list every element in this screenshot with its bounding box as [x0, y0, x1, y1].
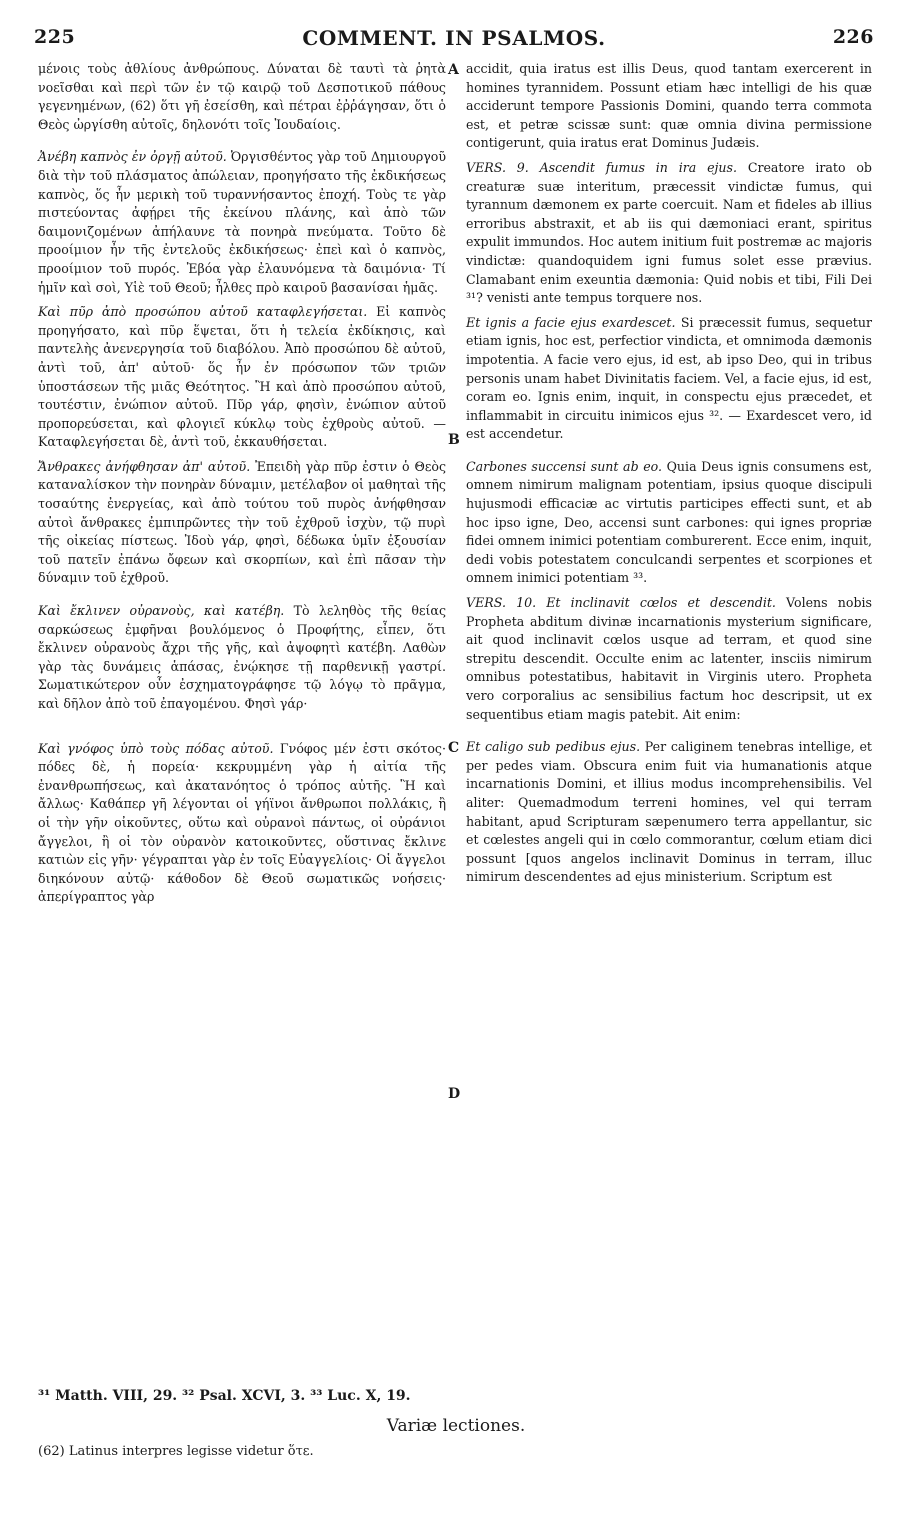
- latin-text: Quia Deus ignis consumens est, omnem nimirum malignam potentiam, ipsius quoque discipuli hujusmodi efficaciæ ac virtutis participes effecti sunt, et ab hoc ipso igne, Deo, accensi sunt carbones: qui ignes propriæ fidei omnem inimici potentiam comburerent. Ecce enim, inquit, dedi vobis potestatem conculcandi serpentes et scorpiones et omnem inimici potentiam ³³.: [466, 458, 872, 586]
- greek-paragraph: [38, 60, 446, 134]
- greek-paragraph: [38, 458, 446, 588]
- greek-lemma: Καὶ πῦρ ἀπὸ προσώπου αὐτοῦ καταφλεγήσεται.: [38, 304, 368, 320]
- greek-paragraph: [38, 740, 446, 907]
- latin-text: accidit, quia iratus est illis Deus, quod tantam exercerent in homines tyrannidem. Possunt etiam hæc intelligi de his quæ acciderunt tempore Passionis Domini, quando terra commota est, et petræ scissæ sunt: quæ omnia divina permissione contigerunt, quia iratus erat Dominus Judæis.: [466, 61, 872, 151]
- greek-text: μένοις τοὺς ἀθλίους ἀνθρώπους. Δύναται δὲ ταυτὶ τὰ ῥητὰ νοεῖσθαι καὶ περὶ τῶν ἐν τῷ καιρῷ τοῦ Δεσποτικοῦ πάθους γεγενημένων, (62) ὅτι γῆ ἐσείσθη, καὶ πέτραι ἐῤῥάγησαν, ὅτι ὁ Θεὸς ὠργίσθη αὐτοῖς, δηλονότι τοῖς Ἰουδαίοις.: [38, 61, 446, 132]
- page-number-left: 225: [34, 26, 76, 48]
- section-marker-c: C: [448, 740, 460, 756]
- greek-paragraph: [38, 303, 446, 452]
- footnotes: ³¹ Matth. VIII, 29. ³² Psal. XCVI, 3. ³³ Luc. X, 19.: [38, 1388, 411, 1404]
- latin-paragraph: [466, 594, 872, 724]
- latin-paragraph: [466, 458, 872, 588]
- greek-text: Τὸ λεληθὸς τῆς θείας σαρκώσεως ἐμφῆναι βουλόμενος ὁ Προφήτης, εἶπεν, ὅτι ἔκλινεν οὐρανοὺς ἄχρι τῆς γῆς, καὶ ἀψοφητὶ κατέβη. Λαθὼν γὰρ τὰς δυνάμεις ἁπάσας, ἐνῴκησε τῇ παρθενικῇ γαστρί. Σωματικώτερον οὖν ἐσχηματογράφησε τῷ λόγῳ τὸ πρᾶγμα, καὶ δῆλον ἀπὸ τοῦ ἐπαγομένου. Φησὶ γάρ·: [38, 603, 446, 711]
- latin-paragraph: [466, 314, 872, 444]
- greek-column: [38, 60, 446, 913]
- section-marker-b: B: [448, 432, 460, 448]
- latin-lemma: Et caligo sub pedibus ejus.: [466, 739, 641, 755]
- latin-column: [466, 60, 872, 893]
- latin-lemma: VERS. 10. Et inclinavit cœlos et descendit.: [466, 595, 776, 611]
- greek-paragraph: [38, 602, 446, 714]
- latin-paragraph: [466, 738, 872, 887]
- latin-lemma: VERS. 9. Ascendit fumus in ira ejus.: [466, 159, 738, 175]
- greek-text: Γνόφος μέν ἐστι σκότος· πόδες δὲ, ἡ πορεία· κεκρυμμένη γὰρ ἡ αἰτία τῆς ἐνανθρωπήσεως, καὶ ἀκατανόητος ὁ τρόπος αὐτῆς. Ἢ καὶ ἄλλως· Καθάπερ γῆ λέγονται οἱ γήϊνοι ἄνθρωποι πολλάκις, ἢ οἱ τὴν γῆν οἰκοῦντες, οὕτω καὶ οὐρανοὶ πάντως, οἱ οὐράνιοι ἄγγελοι, ἢ οἱ τὸν οὐρανὸν κατοικοῦντες, οὕστινας ἔκλινε κατιὼν εἰς γῆν· γέγραπται γὰρ ἐν τοῖς Εὐαγγελίοις· Οἱ ἄγγελοι διηκόνουν αὐτῷ· κάθοδον δὲ Θεοῦ σωματικῶς νοήσεις· ἀπερίγραπτος γὰρ: [38, 740, 446, 905]
- greek-lemma: Ἄνθρακες ἀνήφθησαν ἀπ' αὐτοῦ.: [38, 458, 251, 474]
- greek-paragraph: [38, 148, 446, 297]
- greek-text: Ἐπειδὴ γὰρ πῦρ ἐστιν ὁ Θεὸς καταναλίσκον τὴν πονηρὰν δύναμιν, μετέλαβον οἱ μαθηταὶ τῆς τοσαύτης ἐνεργείας, καὶ ἀπὸ τούτου τοῦ πυρὸς ἀνήφθησαν αὐτοὶ ἄνθρακες ἐμπιπρῶντες τὴν τοῦ ἐχθροῦ ἰσχὺν, τῷ πυρὶ τῆς οἰκείας πίστεως. Ἰδοὺ γάρ, φησὶ, δέδωκα ὑμῖν ἐξουσίαν τοῦ πατεῖν ἐπάνω ὄφεων καὶ σκορπίων, καὶ ἐπὶ πᾶσαν τὴν δύναμιν τοῦ ἐχθροῦ.: [38, 458, 446, 586]
- greek-text: Εἰ καπνὸς προηγήσατο, καὶ πῦρ ἕψεται, ὅτι ἡ τελεία ἐκδίκησις, καὶ παντελὴς ἀνενεργησία τοῦ διαβόλου. Ἀπὸ προσώπου δὲ αὐτοῦ, ἀντὶ τοῦ, ἀπ' αὐτοῦ· ὅς ἦν ἐν πρόσωπον τῶν τριῶν ὑποστάσεων τῆς μιᾶς Θεότητος. Ἢ καὶ ἀπὸ προσώπου αὐτοῦ, τουτέστιν, ἐνώπιον αὐτοῦ. Πῦρ γάρ, φησὶν, ἐνώπιον αὐτοῦ προπορεύσεται, καὶ φλογιεῖ κύκλῳ τοὺς ἐχθροὺς αὐτοῦ. —Καταφλεγήσεται δὲ, ἀντὶ τοῦ, ἐκκαυθήσεται.: [38, 304, 446, 450]
- section-marker-a: A: [448, 62, 459, 78]
- variae-lectiones-heading: Variæ lectiones.: [386, 1416, 526, 1436]
- latin-lemma: Carbones succensi sunt ab eo.: [466, 458, 663, 474]
- section-marker-d: D: [448, 1086, 461, 1102]
- running-title: COMMENT. IN PSALMOS.: [302, 26, 606, 50]
- latin-lemma: Et ignis a facie ejus exardescet.: [466, 314, 676, 330]
- page-header: [34, 26, 874, 60]
- page-number-right: 226: [832, 26, 874, 48]
- greek-lemma: Ἀνέβη καπνὸς ἐν ὀργῇ αὐτοῦ.: [38, 149, 227, 165]
- greek-lemma: Καὶ ἔκλινεν οὐρανοὺς, καὶ κατέβη.: [38, 603, 285, 619]
- latin-text: Volens nobis Propheta abditum divinæ incarnationis mysterium significare, ait quod inclinavit cœlos usque ad terram, et quod sine strepitu descendit. Occulte enim ac latenter, insciis nimirum omnibus potestatibus, habitavit in Virginis utero. Propheta vero corporalius ac sensibilius factum hoc descripsit, ut ex sequentibus etiam magis patebit. Ait enim:: [466, 595, 872, 722]
- page-footer: [38, 1388, 874, 1459]
- latin-text: Creatore irato ob creaturæ suæ interitum, præcessit vindictæ fumus, qui tyrannum dæmonem ex parte coercuit. Nam et fideles ab illius erroribus abstraxit, et ab iis qui dæmoniaci erant, spiritus expulit immundos. Hoc autem initium fuit postremæ ac majoris vindictæ: quandoquidem igni fumus solet esse prævius. Clamabant enim exeuntia dæmonia: Quid nobis et tibi, Fili Dei ³¹? venisti ante tempus torquere nos.: [466, 159, 872, 306]
- greek-lemma: Καὶ γνόφος ὑπὸ τοὺς πόδας αὐτοῦ.: [38, 740, 274, 756]
- latin-text: Si præcessit fumus, sequetur etiam ignis, hoc est, perfectior vindicta, et omnimoda dæmonis impotentia. A facie vero ejus, id est, ab ipso Deo, qui in tribus personis unam habet Divinitatis faciem. Vel, a facie ejus, id est, coram eo. Ignis enim, inquit, in conspectu ejus præcedet, et inflammabit in circuitu inimicos ejus ³². — Exardescet vero, id est accendetur.: [466, 314, 872, 442]
- latin-paragraph: [466, 60, 872, 153]
- greek-text: Ὀργισθέντος γὰρ τοῦ Δημιουργοῦ διὰ τὴν τοῦ πλάσματος ἀπώλειαν, προηγήσατο τῆς ἐκδικήσεως καπνὸς, ὅς ἦν μερικὴ τοῦ τυραννήσαντος ἐποχή. Τοὺς τε γὰρ πιστεύοντας ἀφῄρει τῆς ἐκείνου πλάνης, καὶ ἀπὸ τῶν δαιμονιζομένων ἀπήλαυνε τὰ πονηρὰ πνεύματα. Τοῦτο δὲ προοίμιον ἦν τῆς ἐντελοῦς ἐκδικήσεως· ἐπεὶ καὶ ὁ καπνὸς, προοίμιον τοῦ πυρός. Ἐβόα γὰρ ἐλαυνόμενα τὰ δαιμόνια· Τί ἡμῖν καὶ σοὶ, Υἱὲ τοῦ Θεοῦ; ἦλθες πρὸ καιροῦ βασανίσαι ἡμᾶς.: [38, 149, 446, 295]
- latin-paragraph: [466, 159, 872, 308]
- varia-note: (62) Latinus interpres legisse videtur ὅτε.: [38, 1444, 314, 1459]
- latin-text: Per caliginem tenebras intellige, et per pedes viam. Obscura enim fuit via humanationis atque incarnationis Domini, et illius modus incomprehensibilis. Vel aliter: Quemadmodum terreni homines, vel qui terram habitant, apud Scripturam sæpenumero terra appellantur, sic et cœlestes angeli qui in cœlo commorantur, cœlum etiam dici possunt [quos angelos inclinavit Dominus in terram, illuc nimirum descendentes ad ejus ministerium. Scriptum est: [466, 739, 872, 885]
